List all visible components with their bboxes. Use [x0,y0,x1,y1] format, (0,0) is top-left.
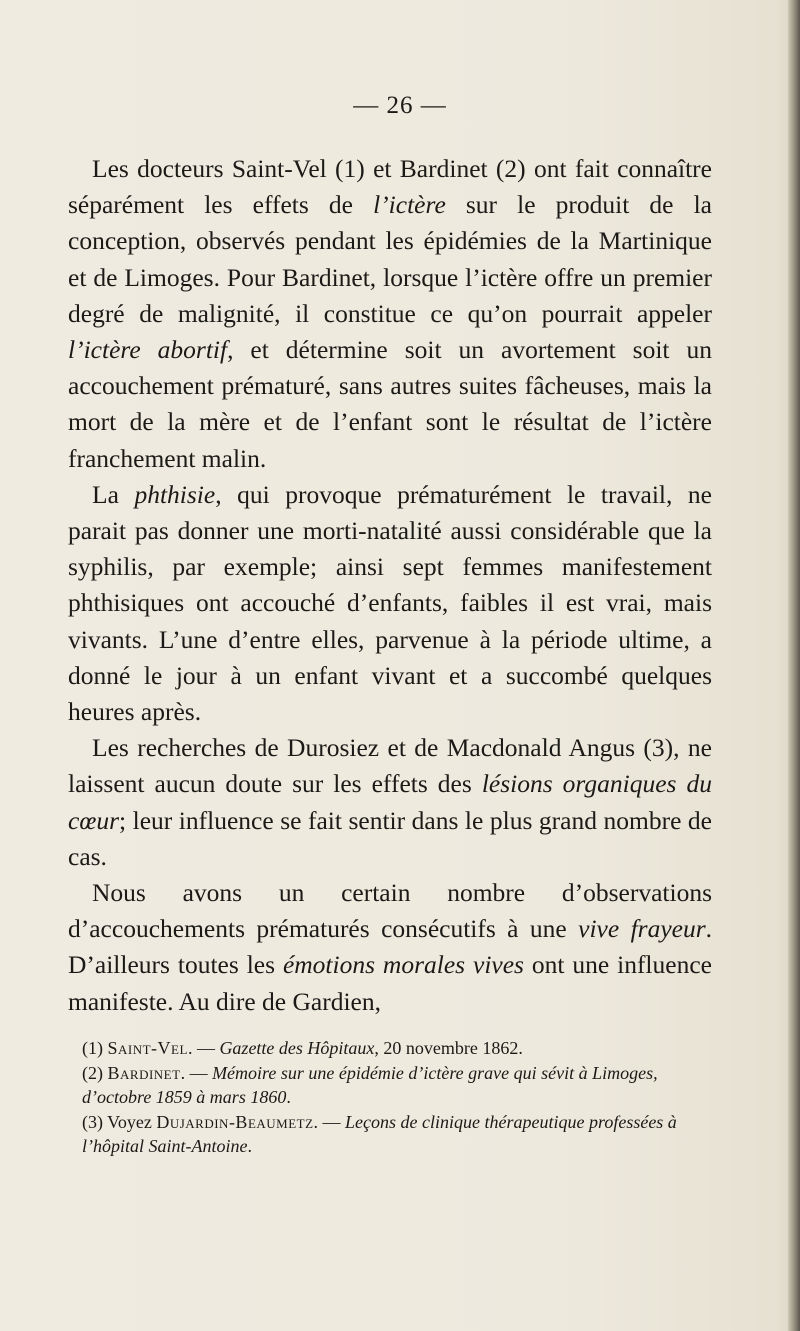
footnote-title: Gazette des Hôpitaux [219,1038,375,1058]
footnote-title: Mémoire sur une épidémie d’ictère grave qui sévit à Limoges, d’octobre 1859 à mars 1860 [82,1062,658,1107]
main-text [68,151,712,1020]
italic-term: émotions morales vives [282,950,524,980]
italic-term: l’ictère abortif [68,335,228,365]
italic-term: vive frayeur [578,914,706,944]
footnote-detail: . [247,1136,252,1156]
paragraph-ictere [68,151,712,477]
footnote-author: Bardinet [107,1062,181,1083]
footnote-title: Leçons de clinique thérapeutique professées à l’hôpital Saint-Antoine [82,1111,677,1156]
footnote-number: (1) [82,1038,108,1058]
footnote-detail: , 20 novembre 1862. [374,1038,523,1058]
footnote-separator: . — [187,1038,220,1058]
italic-term: phthisie [134,479,216,509]
footnote-separator: . — [180,1062,213,1083]
text-run: ont une influence manifeste. Au dire de Gardien, [68,950,712,1016]
footnote-author: Dujardin-Beaumetz [156,1111,314,1132]
text-run: La [92,479,135,509]
text-run: . D’ailleurs toutes les [68,914,713,980]
text-run: , et détermine soit un avortement soit un accouchement prématuré, sans autres suites fâcheuses, mais la mort de la mère et de l’enfant sont le résultat de l’ictère franchement malin. [68,335,712,473]
footnote-author: Saint-Vel [107,1038,188,1058]
text-run: Les recherches de Durosiez et de Macdonald Angus (3), ne laissent aucun doute sur les effets des [68,733,712,799]
paragraph-phthisie [68,477,712,730]
footnote-number: (3) Voyez [82,1111,157,1132]
footnote-number: (2) [82,1062,108,1083]
italic-term: lésions organiques du cœur [68,769,712,835]
paragraph-coeur [68,730,712,875]
footnote-detail: . [286,1087,291,1107]
paragraph-frayeur [68,875,712,1020]
footnote-1 [82,1036,722,1061]
footnote-separator: . — [313,1111,346,1132]
text-run: Les docteurs Saint-Vel (1) et Bardinet (2) ont fait connaître séparément les effets de [68,154,712,220]
page-edge-shadow [788,0,800,1331]
footnotes [82,1036,722,1159]
page-number: — 26 — [353,92,447,119]
footnote-2 [82,1061,722,1110]
text-run: ; leur influence se fait sentir dans le plus grand nombre de cas. [68,805,712,871]
italic-term: l’ictère [373,190,446,220]
text-run: sur le produit de la conception, observés pendant les épidémies de la Martinique et de Limoges. Pour Bardinet, lorsque l’ictère offre un premier degré de malignité, il constitue ce qu’on pourrait appeler [68,190,713,328]
text-run: Nous avons un certain nombre d’observations d’accouchements prématurés consécutifs à une [68,878,712,944]
footnote-3 [82,1110,722,1159]
text-run: , qui provoque prématurément le travail, ne parait pas donner une morti-natalité aussi considérable que la syphilis, par exemple; ainsi sept femmes manifestement phthisiques ont accouché d’enfants, faibles il est vrai, mais vivants. L’une d’entre elles, parvenue à la période ultime, a donné le jour à un enfant vivant et a succombé quelques heures après. [68,479,712,727]
